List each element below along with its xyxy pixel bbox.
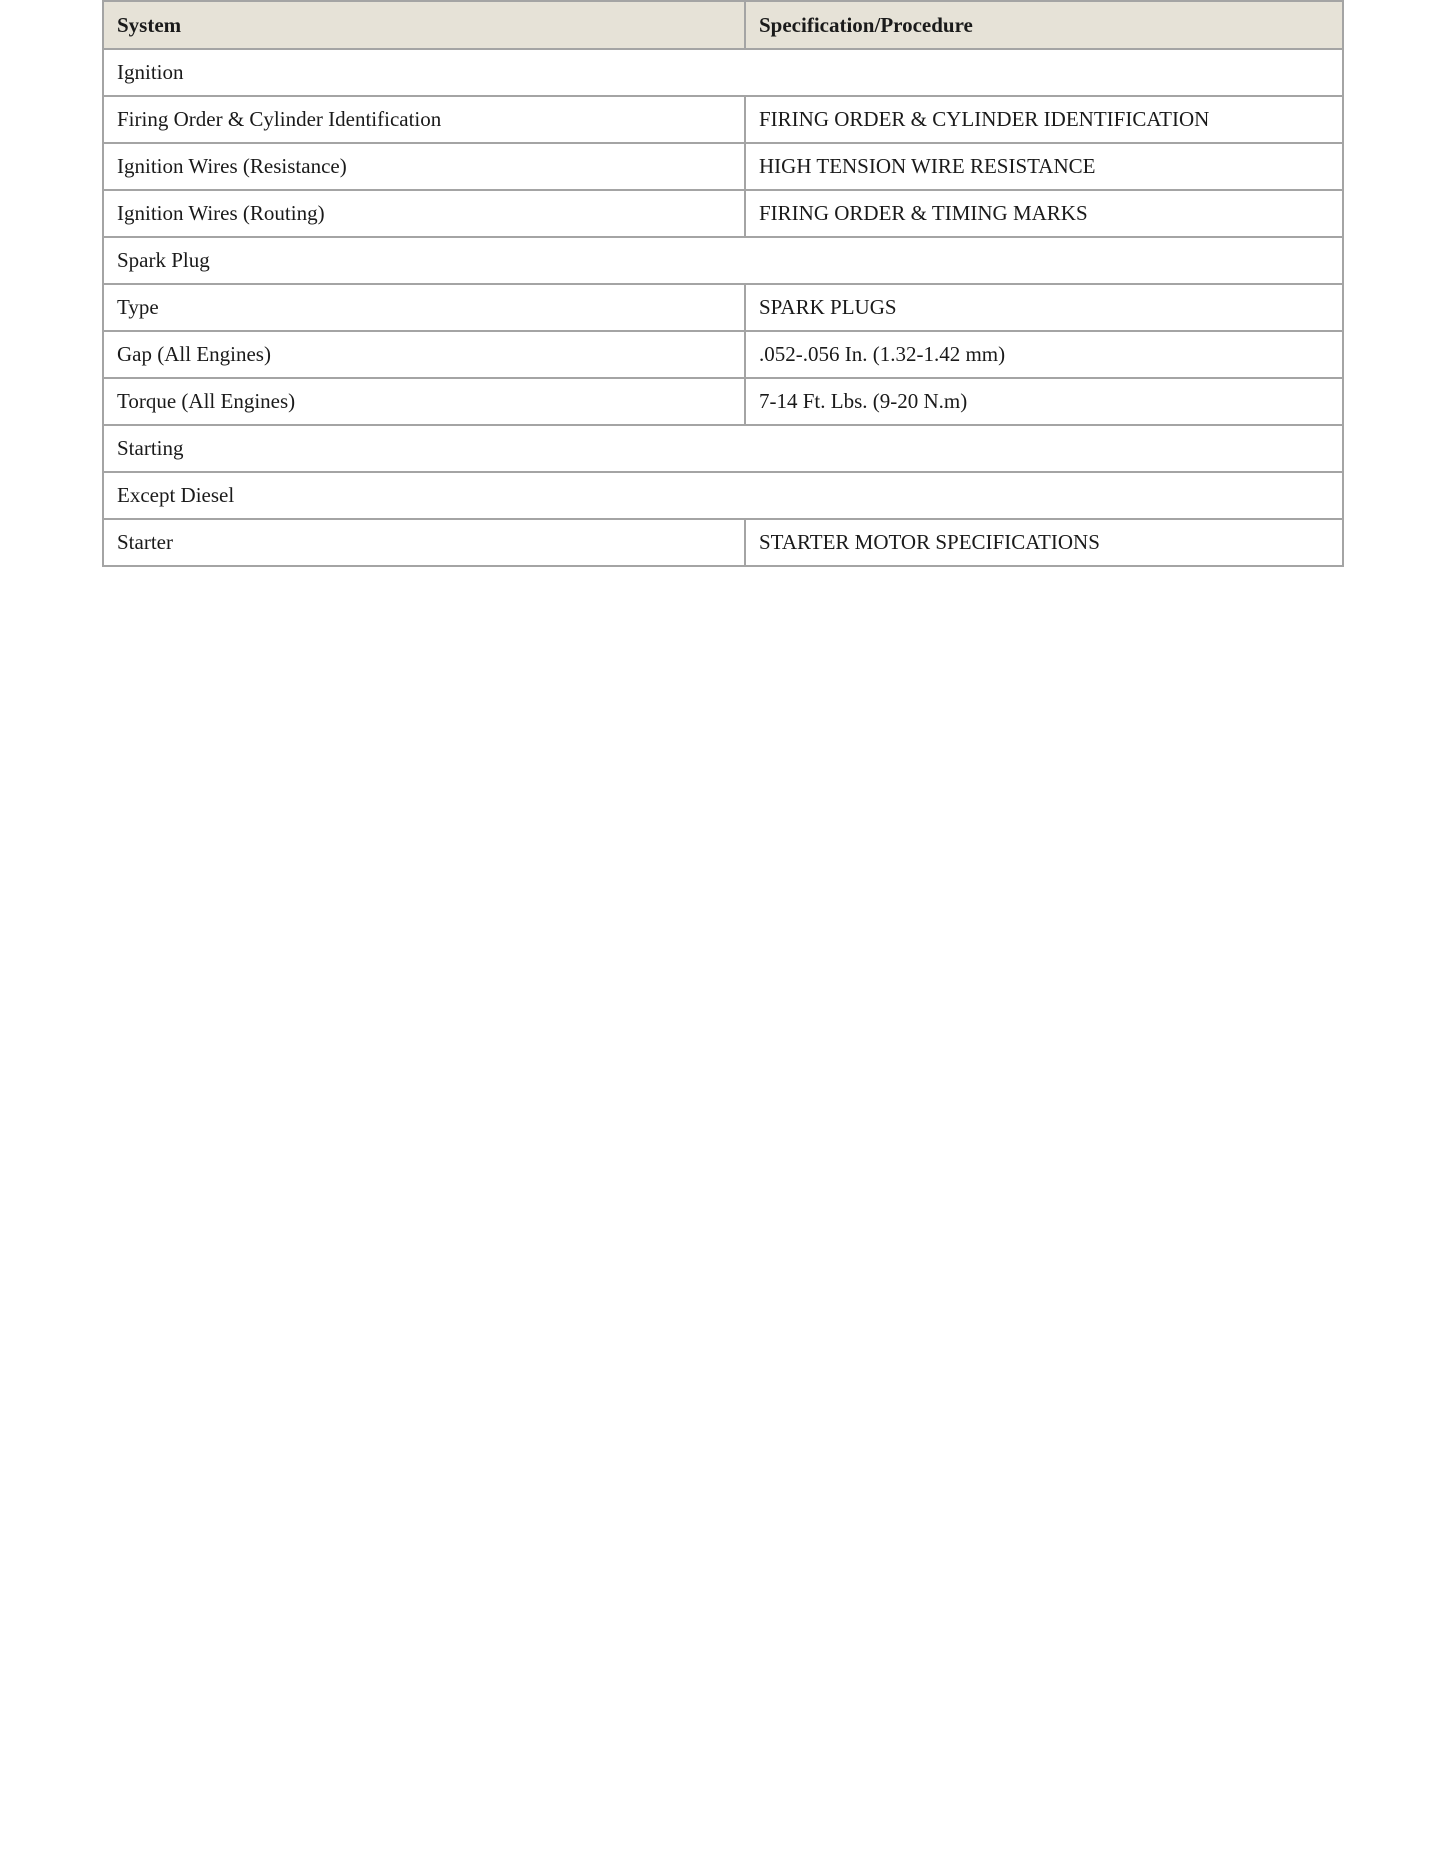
header-specification: Specification/Procedure	[745, 1, 1343, 49]
system-cell: Ignition Wires (Resistance)	[103, 143, 745, 190]
section-label: Ignition	[103, 49, 1343, 96]
header-system: System	[103, 1, 745, 49]
specification-table	[102, 0, 1344, 567]
spec-value: 7-14 Ft. Lbs. (9-20 N.m)	[745, 378, 1343, 425]
system-cell: Type	[103, 284, 745, 331]
table-row	[103, 143, 1343, 190]
spec-link[interactable]: FIRING ORDER & TIMING MARKS	[745, 190, 1343, 237]
table-row-section-ignition	[103, 49, 1343, 96]
spec-link[interactable]: SPARK PLUGS	[745, 284, 1343, 331]
system-cell: Gap (All Engines)	[103, 331, 745, 378]
table-row	[103, 519, 1343, 566]
section-label: Spark Plug	[103, 237, 1343, 284]
table-row	[103, 190, 1343, 237]
subsection-label: Except Diesel	[103, 472, 1343, 519]
system-cell: Torque (All Engines)	[103, 378, 745, 425]
table-row	[103, 331, 1343, 378]
table-row-section-spark-plug	[103, 237, 1343, 284]
spec-link[interactable]: STARTER MOTOR SPECIFICATIONS	[745, 519, 1343, 566]
spec-value: .052-.056 In. (1.32-1.42 mm)	[745, 331, 1343, 378]
table-row	[103, 284, 1343, 331]
table-row	[103, 378, 1343, 425]
table-row	[103, 96, 1343, 143]
spec-link[interactable]: FIRING ORDER & CYLINDER IDENTIFICATION	[745, 96, 1343, 143]
table-header-row	[103, 1, 1343, 49]
system-cell: Starter	[103, 519, 745, 566]
spec-link[interactable]: HIGH TENSION WIRE RESISTANCE	[745, 143, 1343, 190]
system-cell: Ignition Wires (Routing)	[103, 190, 745, 237]
section-label: Starting	[103, 425, 1343, 472]
table-row-section-starting	[103, 425, 1343, 472]
table-row-subsection-except-diesel	[103, 472, 1343, 519]
system-cell: Firing Order & Cylinder Identification	[103, 96, 745, 143]
